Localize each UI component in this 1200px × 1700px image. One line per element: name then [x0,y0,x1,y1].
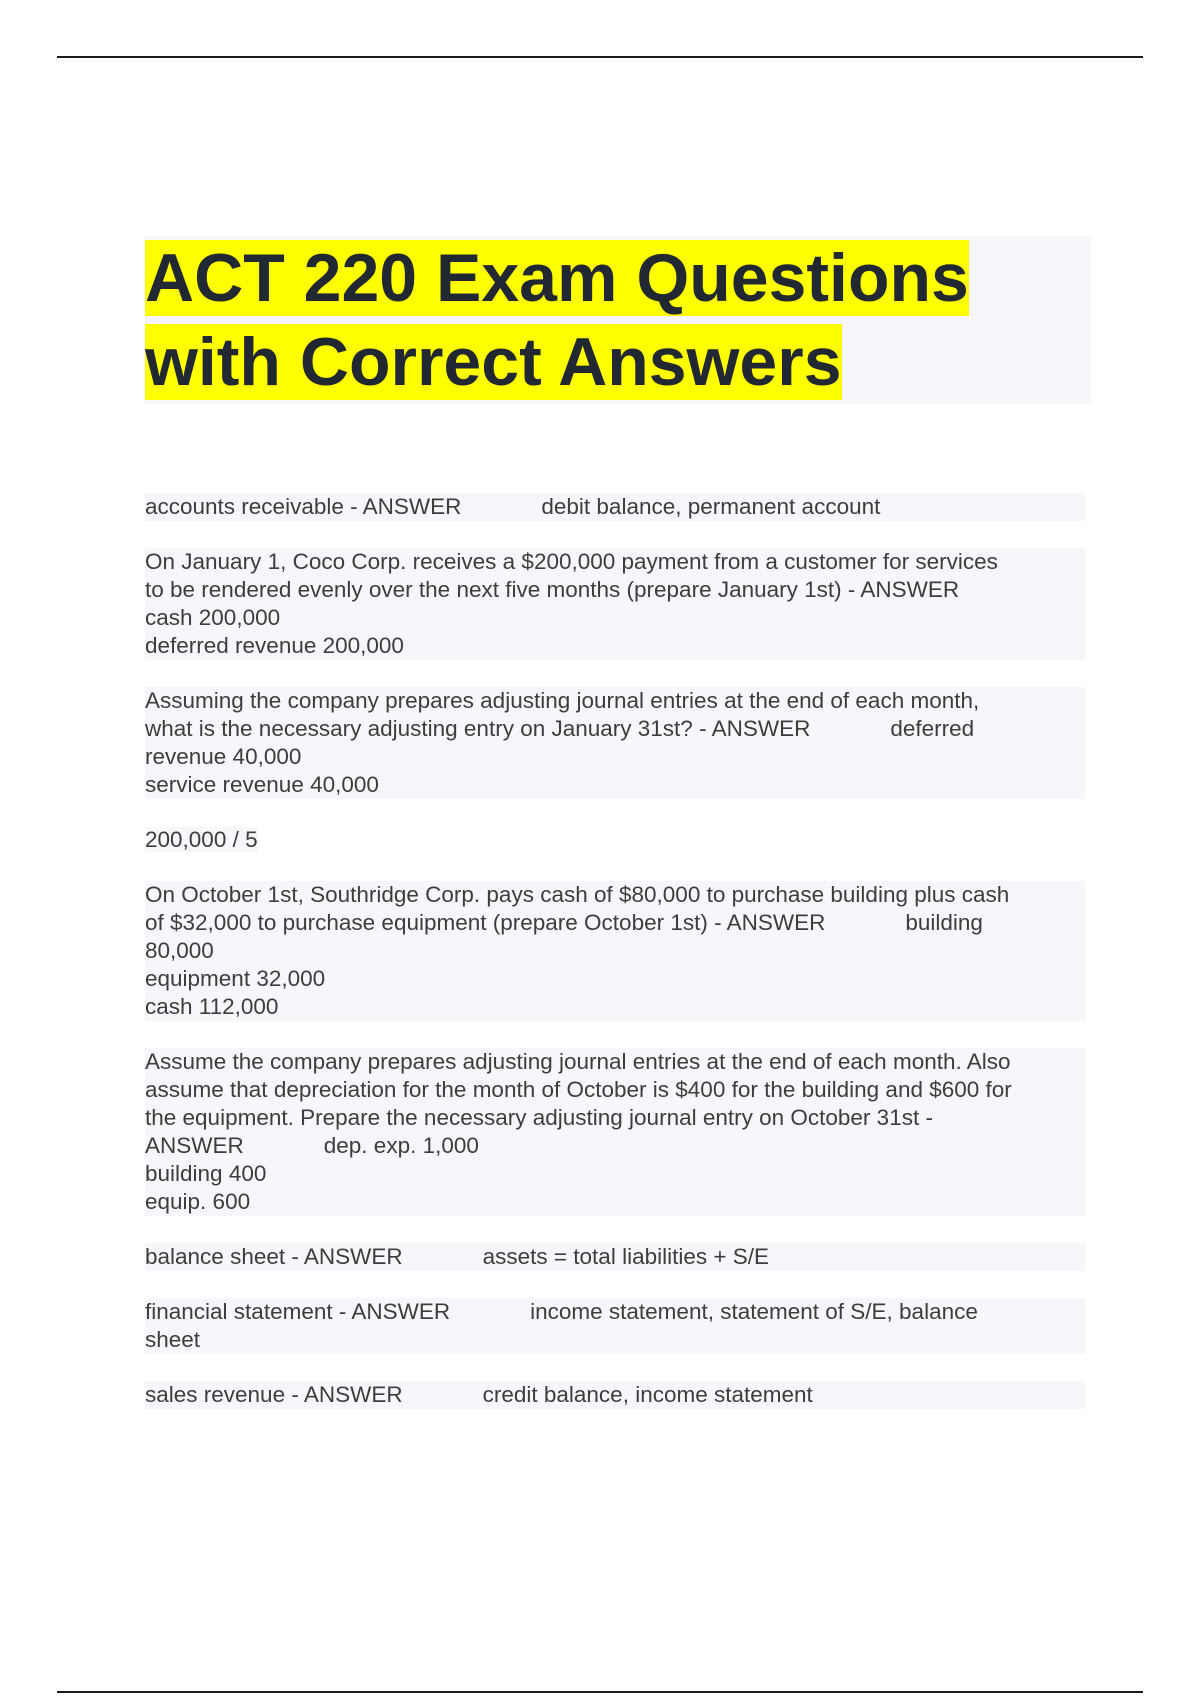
question-line: assume that depreciation for the month of October is $400 for the building and $600 for [145,1076,1085,1104]
answer-line: cash 112,000 [145,993,1085,1021]
qa-item [145,881,1085,1021]
qa-item [145,493,1085,521]
answer-text: dep. exp. 1,000 [323,1133,479,1158]
question-line: to be rendered evenly over the next five months (prepare January 1st) - ANSWER [145,576,1085,604]
answer-line: service revenue 40,000 [145,771,1085,799]
question-line: ANSWER [145,1133,244,1158]
question-text: accounts receivable - ANSWER [145,494,462,519]
answer-text: debit balance, permanent account [541,494,881,519]
answer-text: income statement, statement of S/E, balance [530,1299,978,1324]
answer-line: deferred revenue 200,000 [145,632,1085,660]
question-line: the equipment. Prepare the necessary adjusting journal entry on October 31st - [145,1104,1085,1132]
question-text: sales revenue - ANSWER [145,1382,403,1407]
answer-text: credit balance, income statement [482,1382,813,1407]
answer-text: building [905,910,983,935]
note-text: 200,000 / 5 [145,827,258,852]
question-line: On January 1, Coco Corp. receives a $200,000 payment from a customer for services [145,548,1085,576]
question-text: financial statement - ANSWER [145,1299,451,1324]
bottom-rule [57,1691,1143,1693]
answer-line: cash 200,000 [145,604,1085,632]
answer-line: equipment 32,000 [145,965,1085,993]
qa-item [145,1243,1085,1271]
question-line: Assuming the company prepares adjusting journal entries at the end of each month, [145,687,1085,715]
question-line: On October 1st, Southridge Corp. pays cash of $80,000 to purchase building plus cash [145,881,1085,909]
qa-list [145,493,1085,1436]
qa-item [145,1381,1085,1409]
answer-line: 80,000 [145,937,1085,965]
top-rule [57,56,1143,58]
title-line-2: with Correct Answers [145,324,842,400]
answer-line: building 400 [145,1160,1085,1188]
answer-line: equip. 600 [145,1188,1085,1216]
question-line: what is the necessary adjusting entry on January 31st? - ANSWER [145,716,811,741]
title-block [145,236,1091,404]
question-text: balance sheet - ANSWER [145,1244,403,1269]
answer-text: assets = total liabilities + S/E [482,1244,770,1269]
question-line: of $32,000 to purchase equipment (prepare October 1st) - ANSWER [145,910,826,935]
page-title [145,236,1091,404]
qa-item [145,1298,1085,1354]
calculation-note [145,826,1085,854]
question-line: Assume the company prepares adjusting journal entries at the end of each month. Also [145,1048,1085,1076]
title-line-1: ACT 220 Exam Questions [145,240,969,316]
qa-item [145,687,1085,799]
qa-item [145,1048,1085,1216]
answer-line: revenue 40,000 [145,743,1085,771]
qa-item [145,548,1085,660]
answer-line: sheet [145,1326,1085,1354]
answer-text: deferred [890,716,975,741]
